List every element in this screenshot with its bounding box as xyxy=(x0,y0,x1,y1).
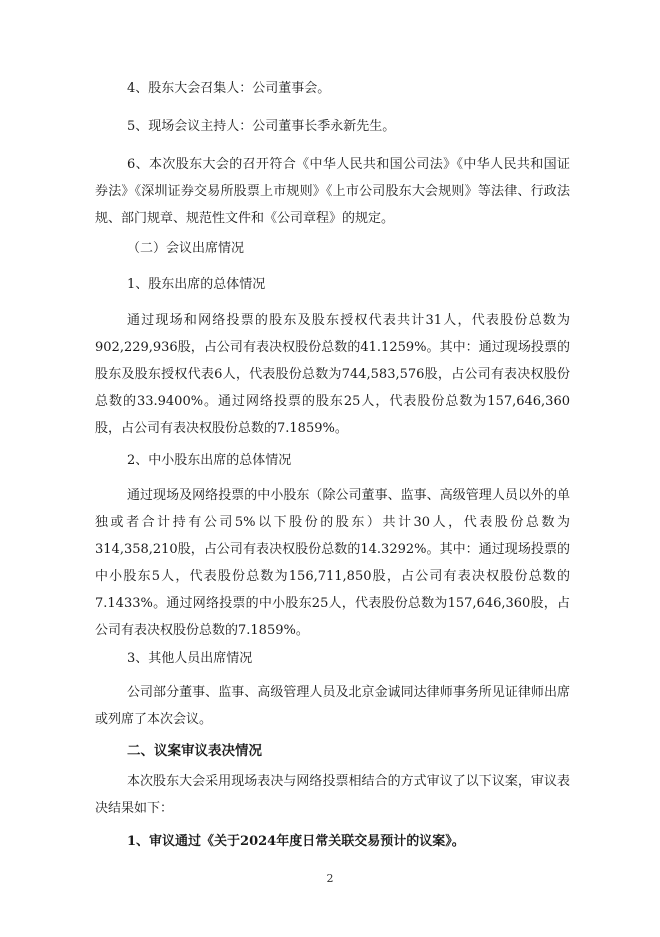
part-two-intro: 本次股东大会采用现场表决与网络投票相结合的方式审议了以下议案，审议表决结果如下： xyxy=(95,774,570,816)
shareholder-attendance-title: 1、股东出席的总体情况 xyxy=(127,277,266,292)
motion-one: 1、审议通过《关于2024年度日常关联交易预计的议案》。 xyxy=(127,834,465,849)
item-chair: 5、现场会议主持人：公司董事长季永新先生。 xyxy=(127,119,396,134)
others-attendance-body: 公司部分董事、监事、高级管理人员及北京金诚同达律师事务所见证律师出席或列席了本次会议。 xyxy=(95,685,570,727)
others-attendance-title: 3、其他人员出席情况 xyxy=(127,651,253,666)
shareholder-attendance-body: 通过现场和网络投票的股东及股东授权代表共计31人，代表股份总数为902,229,936股，占公司有表决权股份总数的41.1259%。其中：通过现场投票的股东及股东授权代表6人，代表股份总数为744,583,576股，占公司有表决权股份总数的33.9400%。通过网络投票的股东25人，代表股份总数为157,646,360股，占公司有表决权股份总数的7.1859%。 xyxy=(95,313,570,436)
item-compliance: 6、本次股东大会的召开符合《中华人民共和国公司法》《中华人民共和国证券法》《深圳证券交易所股票上市规则》《上市公司股东大会规则》等法律、行政法规、部门规章、规范性文件和《公司章程》的规定。 xyxy=(95,157,570,226)
part-two-heading: 二、议案审议表决情况 xyxy=(127,743,262,759)
minority-attendance-title: 2、中小股东出席的总体情况 xyxy=(127,453,292,468)
section-attendance-title: （二）会议出席情况 xyxy=(127,241,245,256)
page-number: 2 xyxy=(326,872,334,885)
minority-attendance-body: 通过现场及网络投票的中小股东（除公司董事、监事、高级管理人员以外的单独或者合计持有公司5%以下股份的股东）共计30人，代表股份总数为314,358,210股，占公司有表决权股份总数的14.3292%。其中：通过现场投票的中小股东5人，代表股份总数为156,711,850股，占公司有表决权股份总数的7.1433%。通过网络投票的中小股东25人，代表股份总数为157,646,360股，占公司有表决权股份总数的7.1859%。 xyxy=(95,488,570,638)
item-convener: 4、股东大会召集人：公司董事会。 xyxy=(127,81,331,96)
